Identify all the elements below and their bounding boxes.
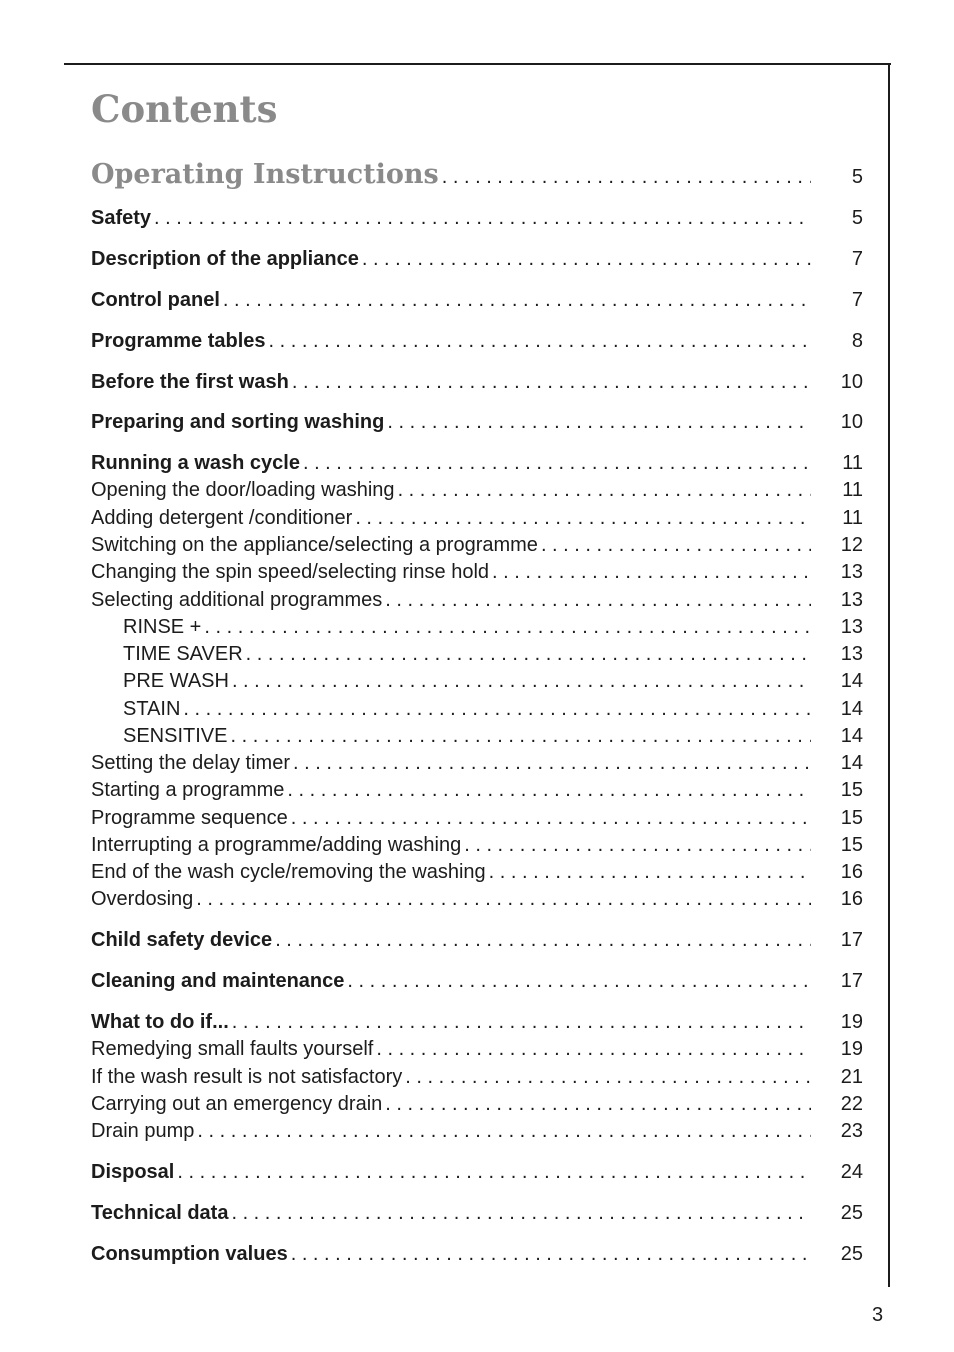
dot-leader bbox=[291, 1240, 811, 1268]
entry-label: Disposal bbox=[91, 1161, 175, 1183]
dot-leader bbox=[196, 885, 811, 913]
entry-page: 10 bbox=[840, 411, 863, 433]
toc-subentry[interactable] bbox=[91, 613, 863, 641]
entry-page: 16 bbox=[840, 888, 863, 910]
dot-leader bbox=[287, 776, 811, 804]
entry-label: Programme tables bbox=[91, 330, 266, 352]
toc-entry[interactable] bbox=[91, 1090, 863, 1118]
entry-page: 13 bbox=[840, 561, 863, 583]
entry-label: Carrying out an emergency drain bbox=[91, 1093, 383, 1115]
entry-label: STAIN bbox=[123, 698, 181, 720]
dot-leader bbox=[376, 1035, 811, 1063]
toc-subentry[interactable] bbox=[91, 667, 863, 695]
entry-page: 24 bbox=[840, 1161, 863, 1183]
entry-label: Opening the door/loading washing bbox=[91, 479, 395, 501]
toc-entry[interactable] bbox=[91, 586, 863, 614]
entry-page: 23 bbox=[840, 1120, 863, 1142]
entry-label: Child safety device bbox=[91, 929, 273, 951]
entry-page: 7 bbox=[851, 248, 863, 270]
dot-leader bbox=[362, 245, 811, 273]
entry-label: Preparing and sorting washing bbox=[91, 411, 385, 433]
right-rule bbox=[888, 63, 890, 1287]
toc-entry[interactable] bbox=[91, 885, 863, 913]
entry-page: 8 bbox=[851, 330, 863, 352]
dot-leader bbox=[347, 967, 811, 995]
dot-leader bbox=[177, 1158, 811, 1186]
dot-leader bbox=[232, 667, 811, 695]
entry-label: Setting the delay timer bbox=[91, 752, 290, 774]
entry-label: If the wash result is not satisfactory bbox=[91, 1066, 403, 1088]
dot-leader bbox=[269, 327, 811, 355]
entry-page: 19 bbox=[840, 1011, 863, 1033]
dot-leader bbox=[489, 858, 811, 886]
entry-label: Safety bbox=[91, 207, 152, 229]
entry-page: 14 bbox=[840, 670, 863, 692]
entry-label: Selecting additional programmes bbox=[91, 589, 383, 611]
toc-entry[interactable] bbox=[91, 1035, 863, 1063]
dot-leader bbox=[541, 531, 811, 559]
entry-page: 14 bbox=[840, 752, 863, 774]
toc-entry-heading[interactable] bbox=[91, 245, 863, 273]
toc-entry[interactable] bbox=[91, 749, 863, 777]
entry-page: 12 bbox=[840, 534, 863, 556]
entry-label: Drain pump bbox=[91, 1120, 195, 1142]
toc-entry-heading[interactable] bbox=[91, 368, 863, 396]
toc-entry[interactable] bbox=[91, 504, 863, 532]
entry-page: 14 bbox=[840, 725, 863, 747]
dot-leader bbox=[246, 640, 811, 668]
toc-entry[interactable] bbox=[91, 804, 863, 832]
entry-page: 17 bbox=[840, 929, 863, 951]
toc-entry-heading[interactable] bbox=[91, 967, 863, 995]
entry-page: 14 bbox=[840, 698, 863, 720]
toc-entry[interactable] bbox=[91, 476, 863, 504]
toc-entry-heading[interactable] bbox=[91, 286, 863, 314]
entry-page: 25 bbox=[840, 1202, 863, 1224]
dot-leader bbox=[405, 1063, 811, 1091]
dot-leader bbox=[154, 204, 811, 232]
toc-entry[interactable] bbox=[91, 831, 863, 859]
entry-page: 19 bbox=[840, 1038, 863, 1060]
entry-label: Remedying small faults yourself bbox=[91, 1038, 374, 1060]
dot-leader bbox=[231, 1199, 811, 1227]
entry-page: 21 bbox=[840, 1066, 863, 1088]
toc-entry[interactable] bbox=[91, 558, 863, 586]
toc-section-heading[interactable] bbox=[91, 157, 863, 193]
toc-entry[interactable] bbox=[91, 531, 863, 559]
toc-entry[interactable] bbox=[91, 1063, 863, 1091]
toc-entry-heading[interactable] bbox=[91, 204, 863, 232]
dot-leader bbox=[398, 476, 811, 504]
entry-page: 22 bbox=[840, 1093, 863, 1115]
toc-subentry[interactable] bbox=[91, 722, 863, 750]
entry-page: 25 bbox=[840, 1243, 863, 1265]
entry-label: Changing the spin speed/selecting rinse hold bbox=[91, 561, 490, 583]
toc-entry-heading[interactable] bbox=[91, 408, 863, 436]
entry-label: Control panel bbox=[91, 289, 220, 311]
entry-page: 17 bbox=[840, 970, 863, 992]
toc-subentry[interactable] bbox=[91, 640, 863, 668]
entry-label: TIME SAVER bbox=[123, 643, 243, 665]
entry-label: Consumption values bbox=[91, 1243, 288, 1265]
dot-leader bbox=[230, 722, 811, 750]
entry-label: Starting a programme bbox=[91, 779, 285, 801]
entry-page: 11 bbox=[842, 452, 863, 474]
entry-label: SENSITIVE bbox=[123, 725, 228, 747]
entry-label: Before the first wash bbox=[91, 371, 289, 393]
dot-leader bbox=[355, 504, 811, 532]
entry-page: 10 bbox=[840, 371, 863, 393]
dot-leader bbox=[303, 449, 811, 477]
toc-entry-heading[interactable] bbox=[91, 1199, 863, 1227]
toc-entry-heading[interactable] bbox=[91, 449, 863, 477]
dot-leader bbox=[387, 408, 811, 436]
entry-page: 7 bbox=[851, 289, 863, 311]
entry-label: Description of the appliance bbox=[91, 248, 359, 270]
entry-page: 15 bbox=[840, 779, 863, 801]
dot-leader bbox=[385, 1090, 811, 1118]
entry-page: 11 bbox=[842, 479, 863, 501]
entry-page: 16 bbox=[840, 861, 863, 883]
entry-label: Adding detergent /conditioner bbox=[91, 507, 353, 529]
entry-label: Overdosing bbox=[91, 888, 194, 910]
entry-label: Running a wash cycle bbox=[91, 452, 300, 474]
toc-entry-heading[interactable] bbox=[91, 327, 863, 355]
dot-leader bbox=[442, 159, 811, 195]
toc-entry-heading[interactable] bbox=[91, 926, 863, 954]
entry-label: PRE WASH bbox=[123, 670, 229, 692]
entry-label: RINSE + bbox=[123, 616, 202, 638]
top-rule bbox=[64, 63, 891, 65]
entry-page: 15 bbox=[840, 834, 863, 856]
toc-entry[interactable] bbox=[91, 858, 863, 886]
dot-leader bbox=[197, 1117, 811, 1145]
toc-entry-heading[interactable] bbox=[91, 1240, 863, 1268]
page-title: Contents bbox=[91, 87, 278, 131]
entry-label: Interrupting a programme/adding washing bbox=[91, 834, 462, 856]
toc-entry-heading[interactable] bbox=[91, 1008, 863, 1036]
dot-leader bbox=[223, 286, 811, 314]
entry-page: 5 bbox=[851, 166, 863, 188]
dot-leader bbox=[275, 926, 811, 954]
toc-entry[interactable] bbox=[91, 776, 863, 804]
entry-label: End of the wash cycle/removing the washing bbox=[91, 861, 486, 883]
entry-label: Programme sequence bbox=[91, 807, 288, 829]
entry-label: What to do if... bbox=[91, 1011, 229, 1033]
dot-leader bbox=[464, 831, 811, 859]
toc-entry-heading[interactable] bbox=[91, 1158, 863, 1186]
entry-page: 13 bbox=[840, 643, 863, 665]
dot-leader bbox=[293, 749, 811, 777]
entry-page: 13 bbox=[840, 589, 863, 611]
entry-page: 13 bbox=[840, 616, 863, 638]
entry-label: Switching on the appliance/selecting a programme bbox=[91, 534, 538, 556]
entry-label: Operating Instructions bbox=[91, 159, 439, 190]
dot-leader bbox=[232, 1008, 811, 1036]
entry-label: Technical data bbox=[91, 1202, 229, 1224]
dot-leader bbox=[492, 558, 811, 586]
dot-leader bbox=[291, 804, 811, 832]
dot-leader bbox=[183, 695, 811, 723]
entry-page: 15 bbox=[840, 807, 863, 829]
toc-subentry[interactable] bbox=[91, 695, 863, 723]
dot-leader bbox=[204, 613, 811, 641]
entry-page: 11 bbox=[842, 507, 863, 529]
dot-leader bbox=[385, 586, 811, 614]
entry-label: Cleaning and maintenance bbox=[91, 970, 345, 992]
toc-entry[interactable] bbox=[91, 1117, 863, 1145]
entry-page: 5 bbox=[851, 207, 863, 229]
dot-leader bbox=[292, 368, 811, 396]
page-number: 3 bbox=[872, 1304, 884, 1326]
